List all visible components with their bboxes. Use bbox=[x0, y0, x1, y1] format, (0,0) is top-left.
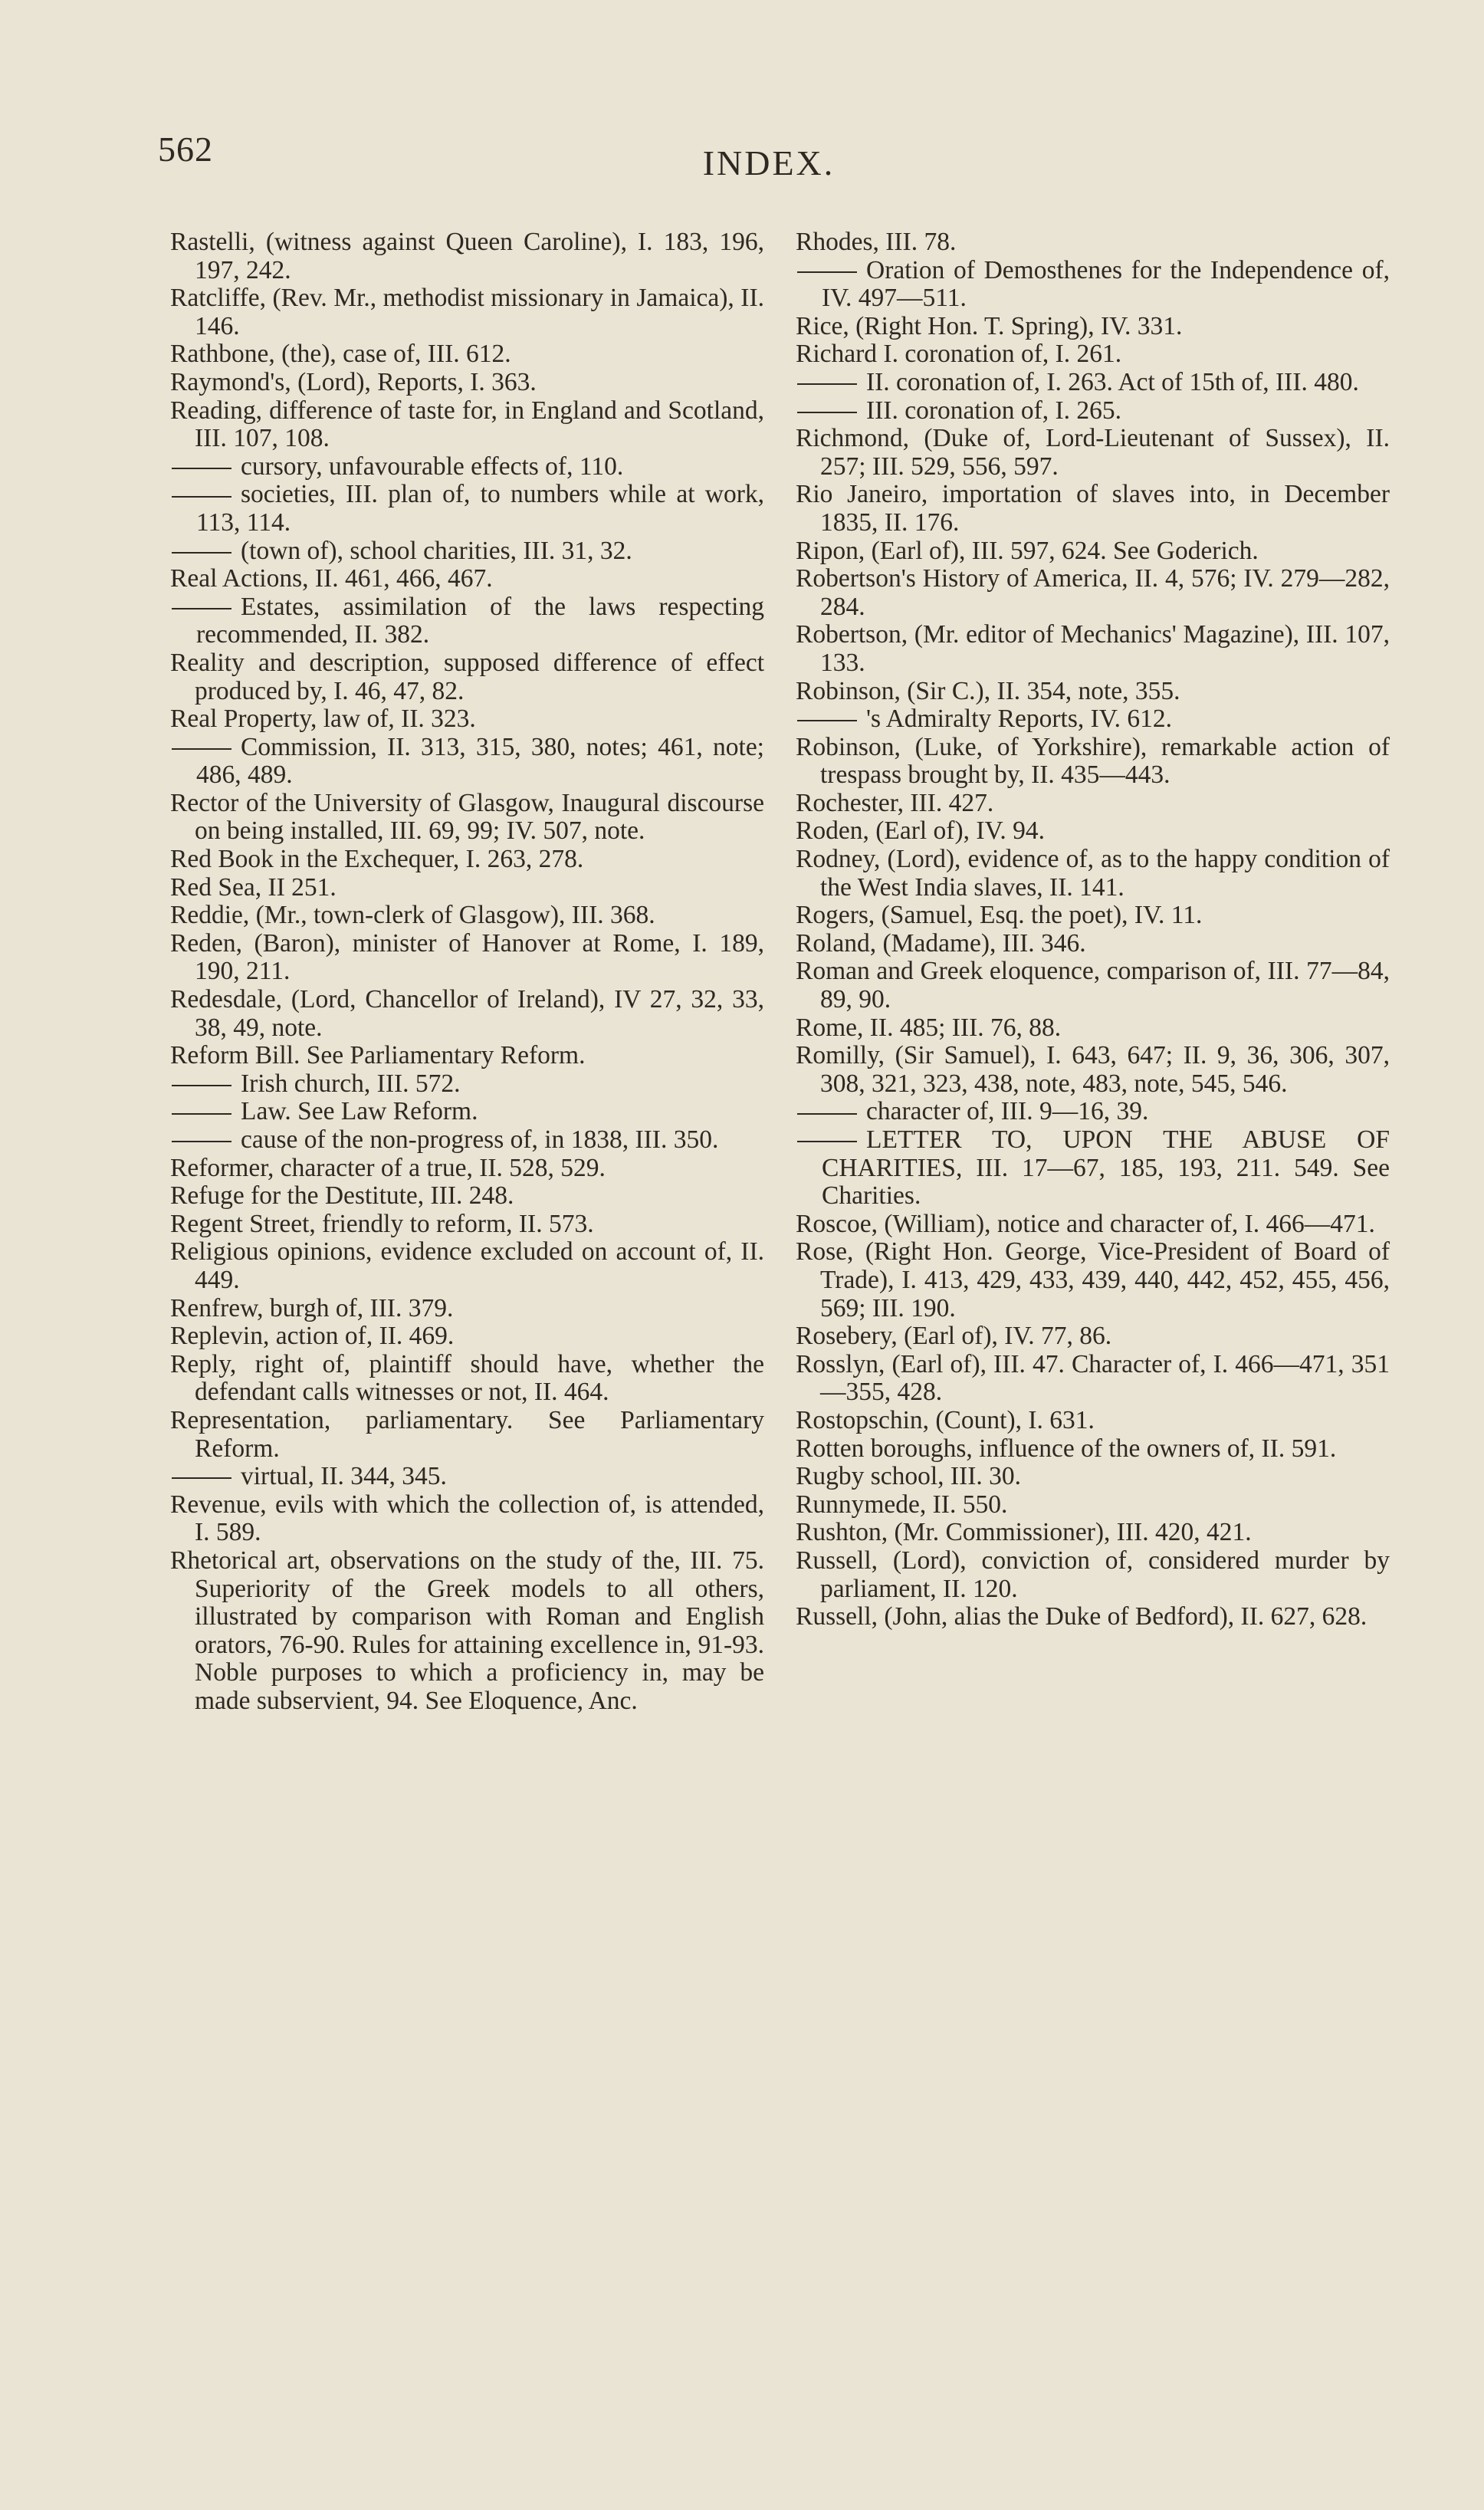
index-entry bbox=[170, 397, 764, 453]
index-entry-text: Reality and description, supposed difference of effect produced by, I. 46, 47, 82. bbox=[170, 648, 764, 705]
index-entry-text: Oration of Demosthenes for the Independence of, IV. 497—511. bbox=[822, 255, 1390, 313]
index-entry bbox=[796, 705, 1390, 734]
index-entry bbox=[796, 1519, 1390, 1547]
index-entry bbox=[170, 284, 764, 340]
index-entry-text: Robertson, (Mr. editor of Mechanics' Magazine), III. 107, 133. bbox=[796, 620, 1390, 677]
index-entry-text: cause of the non-progress of, in 1838, III. 350. bbox=[241, 1125, 719, 1154]
index-entry bbox=[796, 817, 1390, 846]
index-entry bbox=[796, 1491, 1390, 1519]
index-entry-text: Roland, (Madame), III. 346. bbox=[796, 928, 1086, 958]
index-entry bbox=[796, 1322, 1390, 1351]
index-entry-text: Roscoe, (William), notice and character of, I. 466—471. bbox=[796, 1209, 1375, 1238]
index-entry bbox=[170, 986, 764, 1042]
index-entry bbox=[170, 1238, 764, 1294]
index-entry-text: cursory, unfavourable effects of, 110. bbox=[241, 452, 624, 481]
index-entry-text: Ratcliffe, (Rev. Mr., methodist missionary in Jamaica), II. 146. bbox=[170, 284, 764, 340]
index-entry bbox=[796, 1014, 1390, 1043]
index-entry-text: Estates, assimilation of the laws respecting recommended, II. 382. bbox=[196, 592, 764, 649]
index-entry-text: III. coronation of, I. 265. bbox=[866, 396, 1122, 425]
index-entry bbox=[796, 1238, 1390, 1322]
index-entry-text: Real Actions, II. 461, 466, 467. bbox=[170, 564, 493, 593]
index-entry-text: Red Book in the Exchequer, I. 263, 278. bbox=[170, 845, 584, 874]
index-entry bbox=[796, 340, 1390, 369]
index-entry-text: Robertson's History of America, II. 4, 576; IV. 279—282, 284. bbox=[796, 564, 1390, 621]
index-entry bbox=[170, 1547, 764, 1716]
index-entry-text: Rugby school, III. 30. bbox=[796, 1462, 1022, 1491]
index-entry bbox=[170, 1322, 764, 1351]
index-entry-text: Roman and Greek eloquence, comparison of, III. 77—84, 89, 90. bbox=[796, 957, 1390, 1014]
index-entry bbox=[170, 734, 764, 790]
index-entry-text: Reformer, character of a true, II. 528, 529. bbox=[170, 1153, 606, 1182]
index-entry-text: Reform Bill. See Parliamentary Reform. bbox=[170, 1041, 586, 1070]
ditto-dash bbox=[797, 1141, 857, 1142]
index-entry-text: Reply, right of, plaintiff should have, whether the defendant calls witnesses or not, II. 464. bbox=[170, 1349, 764, 1407]
index-entry-text: societies, III. plan of, to numbers while at work, 113, 114. bbox=[196, 480, 764, 537]
index-entry bbox=[796, 397, 1390, 425]
index-entry-text: character of, III. 9—16, 39. bbox=[866, 1097, 1149, 1126]
ditto-dash bbox=[172, 496, 231, 498]
ditto-dash bbox=[797, 720, 857, 721]
index-entry-text: Robinson, (Luke, of Yorkshire), remarkable action of trespass brought by, II. 435—443. bbox=[796, 732, 1390, 790]
index-entry-text: Rio Janeiro, importation of slaves into, in December 1835, II. 176. bbox=[796, 480, 1390, 537]
index-entry bbox=[796, 537, 1390, 566]
index-entry-text: Raymond's, (Lord), Reports, I. 363. bbox=[170, 367, 537, 396]
index-entry bbox=[796, 958, 1390, 1014]
left-column bbox=[170, 228, 764, 1715]
index-entry bbox=[796, 1435, 1390, 1464]
index-entry-text: Rushton, (Mr. Commissioner), III. 420, 421. bbox=[796, 1518, 1252, 1547]
index-entry-text: Russell, (Lord), conviction of, considered murder by parliament, II. 120. bbox=[796, 1546, 1390, 1603]
index-entry bbox=[796, 228, 1390, 257]
index-entry bbox=[170, 1211, 764, 1239]
index-entry bbox=[170, 1463, 764, 1491]
index-entry-text: Renfrew, burgh of, III. 379. bbox=[170, 1293, 454, 1322]
ditto-dash bbox=[172, 468, 231, 469]
index-entry bbox=[170, 1155, 764, 1183]
index-entry-text: Richmond, (Duke of, Lord-Lieutenant of Sussex), II. 257; III. 529, 556, 597. bbox=[796, 424, 1390, 481]
ditto-dash bbox=[172, 1141, 231, 1142]
index-entry-text: Regent Street, friendly to reform, II. 573. bbox=[170, 1209, 594, 1238]
ditto-dash bbox=[172, 1477, 231, 1479]
index-entry-text: Ripon, (Earl of), III. 597, 624. See Goderich. bbox=[796, 536, 1259, 565]
index-entry-text: Law. See Law Reform. bbox=[241, 1097, 478, 1126]
index-entry bbox=[796, 565, 1390, 621]
index-entry-text: Reading, difference of taste for, in England and Scotland, III. 107, 108. bbox=[170, 396, 764, 453]
ditto-dash bbox=[797, 271, 857, 273]
index-entry-text: Rhodes, III. 78. bbox=[796, 228, 957, 256]
index-entry-text: Reden, (Baron), minister of Hanover at Rome, I. 189, 190, 211. bbox=[170, 928, 764, 986]
index-entry-text: Rathbone, (the), case of, III. 612. bbox=[170, 340, 511, 369]
index-entry bbox=[796, 678, 1390, 706]
index-entry bbox=[796, 425, 1390, 481]
right-column bbox=[796, 228, 1390, 1631]
index-entry bbox=[796, 790, 1390, 818]
index-entry bbox=[796, 621, 1390, 677]
index-entry-text: II. coronation of, I. 263. Act of 15th of, III. 480. bbox=[866, 367, 1359, 396]
index-entry bbox=[170, 1407, 764, 1463]
index-entry-text: Reddie, (Mr., town-clerk of Glasgow), III. 368. bbox=[170, 901, 655, 930]
index-entry-text: Religious opinions, evidence excluded on account of, II. 449. bbox=[170, 1237, 764, 1294]
index-entry-text: Redesdale, (Lord, Chancellor of Ireland), IV 27, 32, 33, 38, 49, note. bbox=[170, 985, 764, 1042]
index-entry bbox=[796, 1098, 1390, 1126]
index-entry-text: Rochester, III. 427. bbox=[796, 788, 994, 817]
index-entry bbox=[170, 1295, 764, 1323]
page-number: 562 bbox=[158, 130, 213, 169]
ditto-dash bbox=[172, 1113, 231, 1115]
ditto-dash bbox=[797, 383, 857, 385]
ditto-dash bbox=[172, 608, 231, 609]
index-entry-text: Red Sea, II 251. bbox=[170, 872, 337, 902]
index-entry bbox=[796, 1463, 1390, 1491]
index-entry bbox=[170, 369, 764, 397]
index-entry bbox=[796, 1211, 1390, 1239]
index-entry-text: Irish church, III. 572. bbox=[241, 1069, 461, 1098]
index-entry bbox=[796, 1603, 1390, 1631]
ditto-dash bbox=[172, 748, 231, 750]
index-entry-text: LETTER TO, UPON THE ABUSE OF CHARITIES, III. 17—67, 185, 193, 211. 549. See Charities. bbox=[822, 1125, 1390, 1211]
index-entry bbox=[170, 902, 764, 930]
index-entry bbox=[170, 1491, 764, 1547]
index-entry-text: 's Admiralty Reports, IV. 612. bbox=[866, 705, 1173, 734]
ditto-dash bbox=[172, 1085, 231, 1086]
index-entry bbox=[170, 481, 764, 537]
index-entry-text: virtual, II. 344, 345. bbox=[241, 1462, 447, 1491]
index-entry-text: Commission, II. 313, 315, 380, notes; 461, note; 486, 489. bbox=[196, 732, 764, 790]
index-entry bbox=[170, 1126, 764, 1155]
index-entry bbox=[170, 846, 764, 874]
index-entry-text: (town of), school charities, III. 31, 32. bbox=[241, 536, 632, 565]
index-entry bbox=[170, 565, 764, 593]
index-entry bbox=[796, 313, 1390, 341]
index-entry-text: Refuge for the Destitute, III. 248. bbox=[170, 1181, 514, 1211]
index-entry-text: Rice, (Right Hon. T. Spring), IV. 331. bbox=[796, 311, 1183, 340]
index-entry bbox=[796, 1351, 1390, 1407]
index-entry-text: Rogers, (Samuel, Esq. the poet), IV. 11. bbox=[796, 901, 1203, 930]
index-entry bbox=[796, 1407, 1390, 1435]
index-entry bbox=[796, 1126, 1390, 1211]
index-entry-text: Rome, II. 485; III. 76, 88. bbox=[796, 1013, 1062, 1042]
index-entry-text: Robinson, (Sir C.), II. 354, note, 355. bbox=[796, 676, 1180, 705]
index-entry bbox=[170, 228, 764, 284]
index-entry-text: Representation, parliamentary. See Parliamentary Reform. bbox=[170, 1405, 764, 1463]
index-entry bbox=[170, 705, 764, 734]
index-entry bbox=[796, 902, 1390, 930]
ditto-dash bbox=[172, 552, 231, 554]
index-entry-text: Replevin, action of, II. 469. bbox=[170, 1322, 455, 1351]
index-entry-text: Rhetorical art, observations on the study of the, III. 75. Superiority of the Greek models to all others, illustrated by comparison with Roman and English orators, 76-90. Rules for attaining excellence in, 91-93. Noble purposes to which a proficiency in, may be made subservient, 94. See Eloquence, Anc. bbox=[170, 1546, 764, 1715]
index-entry-text: Rose, (Right Hon. George, Vice-President of Board of Trade), I. 413, 429, 433, 439, 440, 442, 452, 455, 456, 569; III. 190. bbox=[796, 1237, 1390, 1322]
index-entry bbox=[170, 1042, 764, 1070]
index-entry-text: Roden, (Earl of), IV. 94. bbox=[796, 816, 1046, 846]
index-entry-text: Real Property, law of, II. 323. bbox=[170, 705, 476, 734]
index-entry-text: Rostopschin, (Count), I. 631. bbox=[796, 1405, 1095, 1434]
index-entry bbox=[796, 930, 1390, 958]
index-entry bbox=[170, 1351, 764, 1407]
index-entry bbox=[170, 340, 764, 369]
index-entry bbox=[170, 453, 764, 481]
index-entry-text: Rotten boroughs, influence of the owners of, II. 591. bbox=[796, 1434, 1337, 1463]
index-entry-text: Rosslyn, (Earl of), III. 47. Character of, I. 466—471, 351—355, 428. bbox=[796, 1349, 1390, 1407]
index-entry-text: Richard I. coronation of, I. 261. bbox=[796, 340, 1122, 369]
index-entry bbox=[170, 790, 764, 846]
ditto-dash bbox=[797, 1113, 857, 1115]
index-entry bbox=[796, 257, 1390, 313]
index-entry-text: Revenue, evils with which the collection of, is attended, I. 589. bbox=[170, 1490, 764, 1547]
ditto-dash bbox=[797, 412, 857, 413]
index-entry-text: Rodney, (Lord), evidence of, as to the happy condition of the West India slaves, II. 141. bbox=[796, 845, 1390, 902]
index-entry-text: Russell, (John, alias the Duke of Bedford), II. 627, 628. bbox=[796, 1602, 1367, 1631]
index-entry bbox=[170, 930, 764, 986]
page-title: INDEX. bbox=[702, 143, 836, 182]
index-entry bbox=[796, 1042, 1390, 1098]
index-entry-text: Romilly, (Sir Samuel), I. 643, 647; II. 9, 36, 306, 307, 308, 321, 323, 438, note, 483, note, 545, 546. bbox=[796, 1041, 1390, 1098]
index-entry bbox=[170, 1182, 764, 1211]
index-entry-text: Rosebery, (Earl of), IV. 77, 86. bbox=[796, 1322, 1112, 1351]
index-entry-text: Rastelli, (witness against Queen Caroline), I. 183, 196, 197, 242. bbox=[170, 228, 764, 284]
index-entry bbox=[170, 649, 764, 705]
index-entry bbox=[796, 369, 1390, 397]
index-entry-text: Runnymede, II. 550. bbox=[796, 1490, 1008, 1519]
index-entry bbox=[796, 481, 1390, 537]
index-entry-text: Rector of the University of Glasgow, Inaugural discourse on being installed, III. 69, 99; IV. 507, note. bbox=[170, 788, 764, 846]
index-entry bbox=[796, 1547, 1390, 1603]
index-entry bbox=[796, 734, 1390, 790]
index-entry bbox=[170, 593, 764, 649]
index-entry bbox=[796, 846, 1390, 902]
index-entry bbox=[170, 874, 764, 902]
index-entry bbox=[170, 1098, 764, 1126]
index-entry bbox=[170, 1070, 764, 1099]
index-entry bbox=[170, 537, 764, 566]
